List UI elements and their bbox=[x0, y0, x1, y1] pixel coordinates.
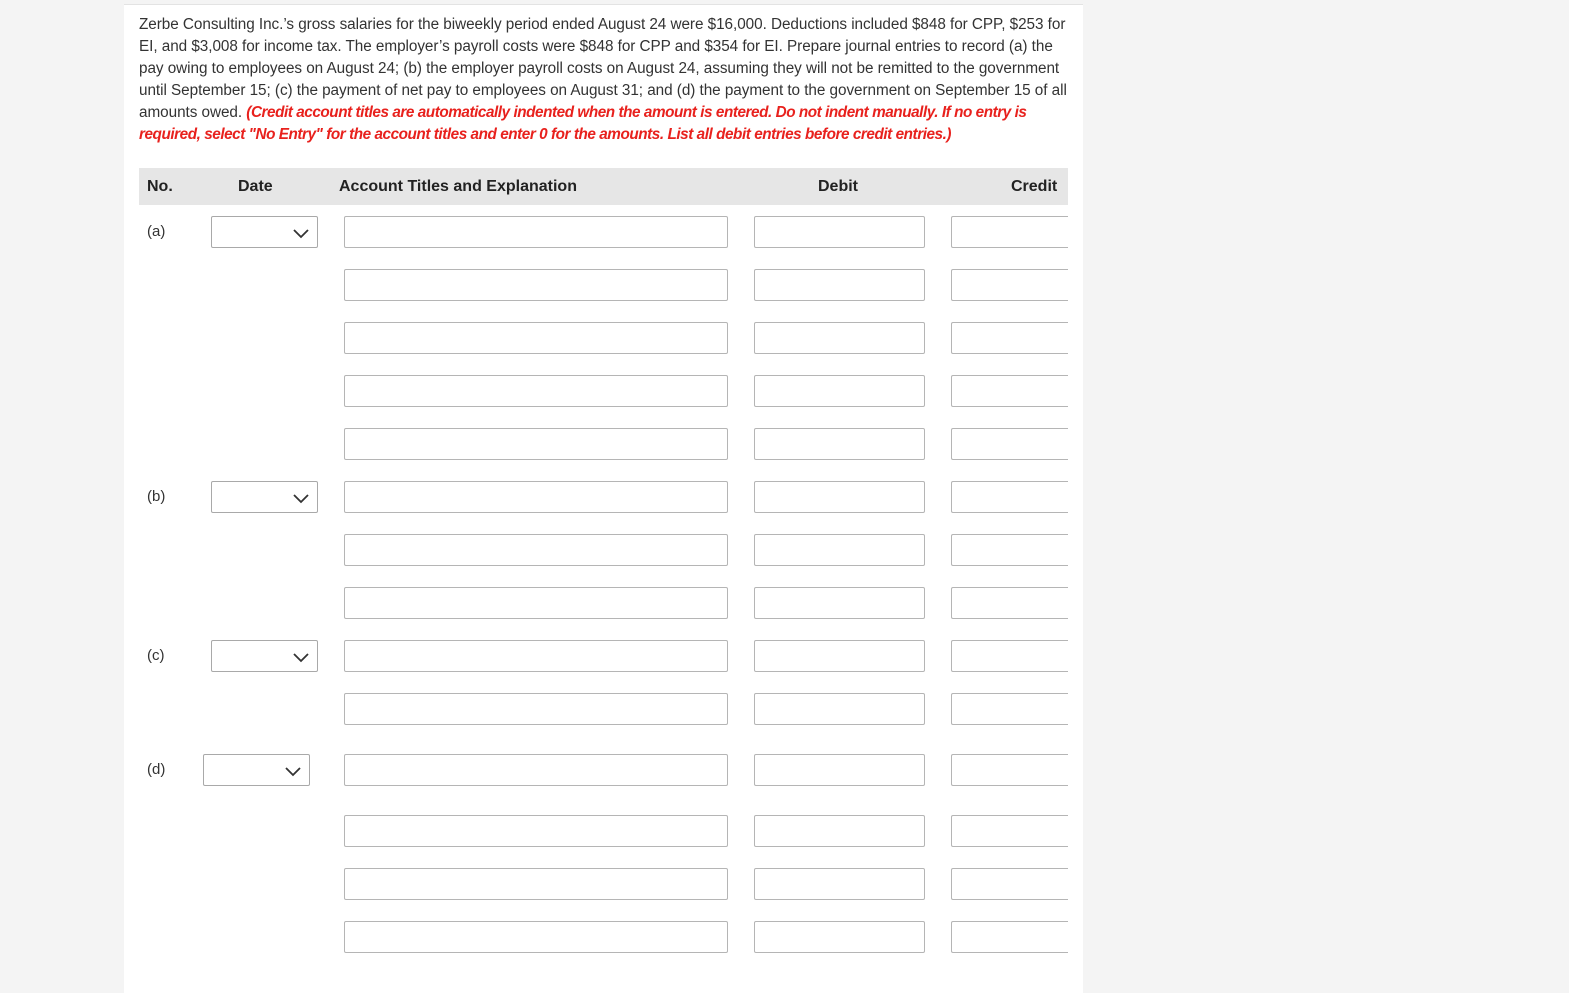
account-title-input[interactable] bbox=[344, 754, 728, 786]
account-title-input[interactable] bbox=[344, 428, 728, 460]
question-instructions: (Credit account titles are automatically indented when the amount is entered. Do not indent manually. If no entry is required, select "No Entry" for the account titles and enter 0 for the amounts. List all debit entries before credit entries.) bbox=[139, 104, 1027, 143]
debit-input[interactable] bbox=[754, 375, 925, 407]
account-title-input[interactable] bbox=[344, 269, 728, 301]
date-select[interactable] bbox=[211, 216, 318, 248]
credit-input[interactable] bbox=[951, 269, 1068, 301]
debit-input[interactable] bbox=[754, 815, 925, 847]
debit-input[interactable] bbox=[754, 322, 925, 354]
credit-input[interactable] bbox=[951, 481, 1068, 513]
credit-input[interactable] bbox=[951, 815, 1068, 847]
debit-input[interactable] bbox=[754, 481, 925, 513]
header-debit: Debit bbox=[818, 178, 858, 195]
credit-input[interactable] bbox=[951, 868, 1068, 900]
date-select[interactable] bbox=[211, 481, 318, 513]
account-title-input[interactable] bbox=[344, 534, 728, 566]
debit-input[interactable] bbox=[754, 921, 925, 953]
entry-label: (d) bbox=[147, 761, 166, 778]
debit-input[interactable] bbox=[754, 428, 925, 460]
question-body: Zerbe Consulting Inc.’s gross salaries for the biweekly period ended August 24 were $16,000. Deductions included $848 for CPP, $253 for EI, and $3,008 for income tax. The employer’s payroll costs were $848 for CPP and $354 for EI. Prepare journal entries to record (a) the pay owing to employees on August 24; (b) the employer payroll costs on August 24, assuming they will not be remitted to the government until September 15; (c) the payment of net pay to employees on August 31; and (d) the payment to the government on September 15 of all amounts owed. bbox=[139, 16, 1067, 121]
account-title-input[interactable] bbox=[344, 481, 728, 513]
account-title-input[interactable] bbox=[344, 587, 728, 619]
credit-input[interactable] bbox=[951, 375, 1068, 407]
debit-input[interactable] bbox=[754, 587, 925, 619]
debit-input[interactable] bbox=[754, 269, 925, 301]
account-title-input[interactable] bbox=[344, 693, 728, 725]
credit-input[interactable] bbox=[951, 754, 1068, 786]
credit-input[interactable] bbox=[951, 534, 1068, 566]
credit-input[interactable] bbox=[951, 640, 1068, 672]
credit-input[interactable] bbox=[951, 428, 1068, 460]
account-title-input[interactable] bbox=[344, 375, 728, 407]
account-title-input[interactable] bbox=[344, 640, 728, 672]
debit-input[interactable] bbox=[754, 754, 925, 786]
entry-label: (b) bbox=[147, 488, 166, 505]
question-text bbox=[139, 14, 1074, 146]
chevron-down-icon bbox=[292, 489, 310, 507]
account-title-input[interactable] bbox=[344, 216, 728, 248]
header-date: Date bbox=[238, 178, 273, 195]
account-title-input[interactable] bbox=[344, 921, 728, 953]
date-select[interactable] bbox=[203, 754, 310, 786]
account-title-input[interactable] bbox=[344, 868, 728, 900]
credit-input[interactable] bbox=[951, 693, 1068, 725]
entry-label: (c) bbox=[147, 647, 165, 664]
credit-input[interactable] bbox=[951, 587, 1068, 619]
chevron-down-icon bbox=[284, 762, 302, 780]
credit-input[interactable] bbox=[951, 216, 1068, 248]
chevron-down-icon bbox=[292, 648, 310, 666]
entry-label: (a) bbox=[147, 223, 166, 240]
header-credit: Credit bbox=[1011, 178, 1058, 195]
debit-input[interactable] bbox=[754, 216, 925, 248]
journal-header-row bbox=[139, 168, 1068, 205]
date-select[interactable] bbox=[211, 640, 318, 672]
debit-input[interactable] bbox=[754, 640, 925, 672]
debit-input[interactable] bbox=[754, 868, 925, 900]
account-title-input[interactable] bbox=[344, 815, 728, 847]
chevron-down-icon bbox=[292, 224, 310, 242]
credit-input[interactable] bbox=[951, 322, 1068, 354]
account-title-input[interactable] bbox=[344, 322, 728, 354]
header-no: No. bbox=[147, 178, 173, 195]
header-account: Account Titles and Explanation bbox=[339, 178, 577, 195]
credit-input[interactable] bbox=[951, 921, 1068, 953]
debit-input[interactable] bbox=[754, 693, 925, 725]
debit-input[interactable] bbox=[754, 534, 925, 566]
